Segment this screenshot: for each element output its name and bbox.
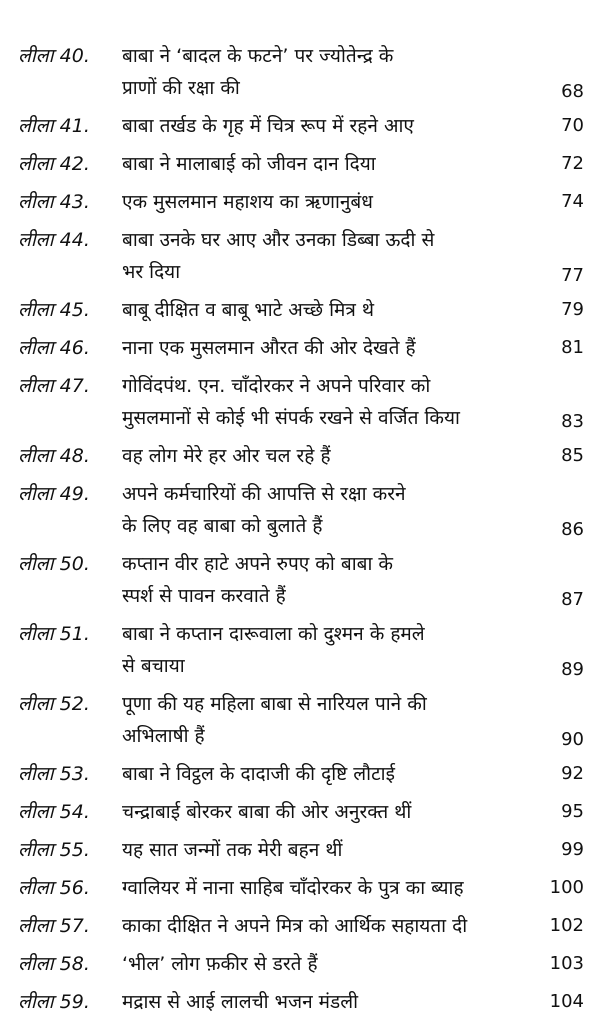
toc-entry <box>0 796 600 834</box>
page-number: 95 <box>561 801 584 822</box>
entry-title-line: अपने कर्मचारियों की आपत्ति से रक्षा करने <box>122 483 406 505</box>
page-number: 81 <box>561 337 584 358</box>
entry-number: लीला 56. <box>18 877 90 899</box>
entry-title-line: यह सात जन्मों तक मेरी बहन थीं <box>122 839 343 861</box>
entry-title-line: चन्द्राबाई बोरकर बाबा की ओर अनुरक्त थीं <box>122 801 412 823</box>
page-number: 72 <box>561 153 584 174</box>
toc-entry <box>0 110 600 148</box>
toc-entry <box>0 440 600 478</box>
page-number: 90 <box>561 729 584 750</box>
entry-title <box>122 478 542 542</box>
toc-entry <box>0 224 600 294</box>
entry-title-line: पूणा की यह महिला बाबा से नारियल पाने की <box>122 693 427 715</box>
entry-title-line: ‘भील’ लोग फ़कीर से डरते हैं <box>122 953 318 975</box>
entry-number: लीला 40. <box>18 45 90 67</box>
page-number: 70 <box>561 115 584 136</box>
toc-entry <box>0 40 600 110</box>
toc-entry <box>0 618 600 688</box>
entry-title <box>122 224 542 288</box>
entry-title <box>122 758 542 790</box>
entry-number: लीला 52. <box>18 693 90 715</box>
entry-title <box>122 440 542 472</box>
entry-number: लीला 48. <box>18 445 90 467</box>
page-number: 83 <box>561 411 584 432</box>
entry-title <box>122 148 542 180</box>
page-number: 86 <box>561 519 584 540</box>
entry-number: लीला 42. <box>18 153 90 175</box>
page-number: 79 <box>561 299 584 320</box>
entry-title-line: बाबा उनके घर आए और उनका डिब्बा ऊदी से <box>122 229 435 251</box>
toc-entry <box>0 910 600 948</box>
entry-title-line: बाबा ने विट्ठल के दादाजी की दृष्टि लौटाई <box>122 763 395 785</box>
toc-entry <box>0 948 600 986</box>
entry-title <box>122 796 542 828</box>
toc-entry <box>0 294 600 332</box>
entry-number: लीला 47. <box>18 375 90 397</box>
entry-number: लीला 53. <box>18 763 90 785</box>
page-number: 100 <box>549 877 584 898</box>
toc-entry <box>0 548 600 618</box>
entry-number: लीला 59. <box>18 991 90 1013</box>
entry-number: लीला 43. <box>18 191 90 213</box>
entry-title-line: प्राणों की रक्षा की <box>122 77 240 99</box>
toc-entry <box>0 758 600 796</box>
entry-title <box>122 40 542 104</box>
page-number: 74 <box>561 191 584 212</box>
page-number: 99 <box>561 839 584 860</box>
entry-title <box>122 294 542 326</box>
toc-entry <box>0 370 600 440</box>
entry-number: लीला 44. <box>18 229 90 251</box>
toc-entry <box>0 986 600 1024</box>
entry-title <box>122 370 542 434</box>
entry-title-line: मद्रास से आई लालची भजन मंडली <box>122 991 359 1013</box>
toc-entry <box>0 148 600 186</box>
entry-title <box>122 948 542 980</box>
entry-number: लीला 49. <box>18 483 90 505</box>
toc-entry <box>0 872 600 910</box>
entry-title-line: बाबा ने मालाबाई को जीवन दान दिया <box>122 153 376 175</box>
entry-title-line: गोविंदपंथ. एन. चाँदोरकर ने अपने परिवार को <box>122 375 431 397</box>
entry-title-line: स्पर्श से पावन करवाते हैं <box>122 585 286 607</box>
entry-number: लीला 51. <box>18 623 90 645</box>
page-number: 104 <box>549 991 584 1012</box>
page-number: 68 <box>561 81 584 102</box>
entry-title-line: वह लोग मेरे हर ओर चल रहे हैं <box>122 445 331 467</box>
entry-title-line: के लिए वह बाबा को बुलाते हैं <box>122 515 323 537</box>
entry-title <box>122 332 542 364</box>
entry-title-line: नाना एक मुसलमान औरत की ओर देखते हैं <box>122 337 416 359</box>
entry-title-line: बाबा ने ‘बादल के फटने’ पर ज्योतेन्द्र के <box>122 45 394 67</box>
page-number: 87 <box>561 589 584 610</box>
toc-entry <box>0 332 600 370</box>
table-of-contents <box>0 40 600 1024</box>
entry-title <box>122 110 542 142</box>
entry-title <box>122 910 542 942</box>
entry-title <box>122 548 542 612</box>
entry-title <box>122 186 542 218</box>
entry-title <box>122 986 542 1018</box>
page-number: 77 <box>561 265 584 286</box>
entry-title-line: अभिलाषी हैं <box>122 725 205 747</box>
page-number: 89 <box>561 659 584 680</box>
page-number: 85 <box>561 445 584 466</box>
entry-number: लीला 41. <box>18 115 90 137</box>
toc-entry <box>0 688 600 758</box>
entry-number: लीला 54. <box>18 801 90 823</box>
entry-title-line: भर दिया <box>122 261 181 283</box>
entry-title <box>122 618 542 682</box>
entry-title <box>122 688 542 752</box>
page-number: 92 <box>561 763 584 784</box>
entry-number: लीला 58. <box>18 953 90 975</box>
entry-number: लीला 45. <box>18 299 90 321</box>
entry-title-line: कप्तान वीर हाटे अपने रुपए को बाबा के <box>122 553 394 575</box>
entry-title-line: बाबा तर्खड के गृह में चित्र रूप में रहने आए <box>122 115 414 137</box>
entry-title-line: काका दीक्षित ने अपने मित्र को आर्थिक सहायता दी <box>122 915 468 937</box>
toc-entry <box>0 186 600 224</box>
entry-number: लीला 57. <box>18 915 90 937</box>
entry-number: लीला 46. <box>18 337 90 359</box>
entry-title-line: से बचाया <box>122 655 185 677</box>
toc-entry <box>0 834 600 872</box>
entry-title-line: बाबू दीक्षित व बाबू भाटे अच्छे मित्र थे <box>122 299 375 321</box>
entry-title-line: एक मुसलमान महाशय का ऋणानुबंध <box>122 191 373 213</box>
page-number: 103 <box>549 953 584 974</box>
entry-title-line: बाबा ने कप्तान दारूवाला को दुश्मन के हमले <box>122 623 425 645</box>
entry-title <box>122 834 542 866</box>
page-number: 102 <box>549 915 584 936</box>
entry-title-line: मुसलमानों से कोई भी संपर्क रखने से वर्जित किया <box>122 407 460 429</box>
toc-entry <box>0 478 600 548</box>
entry-number: लीला 50. <box>18 553 90 575</box>
entry-title <box>122 872 542 904</box>
entry-title-line: ग्वालियर में नाना साहिब चाँदोरकर के पुत्र का ब्याह <box>122 877 464 899</box>
entry-number: लीला 55. <box>18 839 90 861</box>
